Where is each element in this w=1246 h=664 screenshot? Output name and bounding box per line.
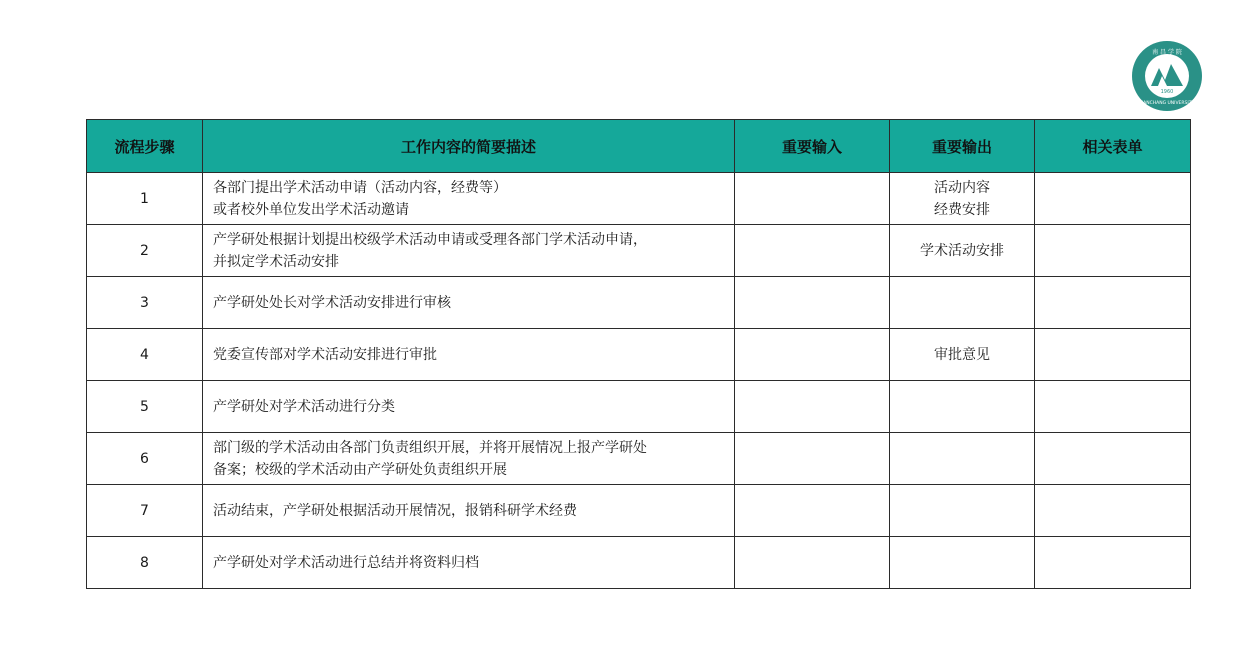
step-form (1035, 329, 1191, 381)
step-input (735, 537, 890, 589)
step-output (890, 485, 1035, 537)
logo-top-text: 南 昌 学 院 (1152, 49, 1182, 56)
step-input (735, 433, 890, 485)
step-output: 审批意见 (890, 329, 1035, 381)
step-description: 产学研处根据计划提出校级学术活动申请或受理各部门学术活动申请， 并拟定学术活动安排 (203, 225, 735, 277)
step-form (1035, 537, 1191, 589)
table-row (87, 225, 1191, 277)
logo-bottom-text: NANCHANG UNIVERSITY (1139, 101, 1195, 106)
step-output (890, 381, 1035, 433)
table-row (87, 433, 1191, 485)
step-form (1035, 277, 1191, 329)
step-number: 2 (87, 225, 203, 277)
step-description: 产学研处对学术活动进行总结并将资料归档 (203, 537, 735, 589)
step-number: 7 (87, 485, 203, 537)
step-form (1035, 225, 1191, 277)
step-output (890, 277, 1035, 329)
step-description: 活动结束，产学研处根据活动开展情况，报销科研学术经费 (203, 485, 735, 537)
table-row (87, 537, 1191, 589)
process-table (86, 119, 1191, 589)
step-number: 3 (87, 277, 203, 329)
step-output (890, 537, 1035, 589)
step-number: 1 (87, 173, 203, 225)
header-output: 重要输出 (890, 120, 1035, 173)
table-row (87, 277, 1191, 329)
step-form (1035, 381, 1191, 433)
step-description: 产学研处对学术活动进行分类 (203, 381, 735, 433)
step-input (735, 277, 890, 329)
table-row (87, 485, 1191, 537)
step-input (735, 173, 890, 225)
step-description: 产学研处处长对学术活动安排进行审核 (203, 277, 735, 329)
step-output: 学术活动安排 (890, 225, 1035, 277)
header-forms: 相关表单 (1035, 120, 1191, 173)
table-row (87, 329, 1191, 381)
step-output: 活动内容 经费安排 (890, 173, 1035, 225)
table-row (87, 173, 1191, 225)
step-number: 6 (87, 433, 203, 485)
step-form (1035, 173, 1191, 225)
step-input (735, 381, 890, 433)
university-logo (1131, 40, 1203, 112)
step-description: 党委宣传部对学术活动安排进行审批 (203, 329, 735, 381)
step-number: 8 (87, 537, 203, 589)
step-number: 4 (87, 329, 203, 381)
step-form (1035, 485, 1191, 537)
step-description: 部门级的学术活动由各部门负责组织开展，并将开展情况上报产学研处 备案；校级的学术活动由产学研处负责组织开展 (203, 433, 735, 485)
header-input: 重要输入 (735, 120, 890, 173)
table-header-row (87, 120, 1191, 173)
table-row (87, 381, 1191, 433)
step-input (735, 329, 890, 381)
header-description: 工作内容的简要描述 (203, 120, 735, 173)
step-number: 5 (87, 381, 203, 433)
step-form (1035, 433, 1191, 485)
step-input (735, 485, 890, 537)
step-output (890, 433, 1035, 485)
header-step: 流程步骤 (87, 120, 203, 173)
step-description: 各部门提出学术活动申请（活动内容，经费等） 或者校外单位发出学术活动邀请 (203, 173, 735, 225)
logo-year: 1960 (1160, 89, 1174, 95)
step-input (735, 225, 890, 277)
